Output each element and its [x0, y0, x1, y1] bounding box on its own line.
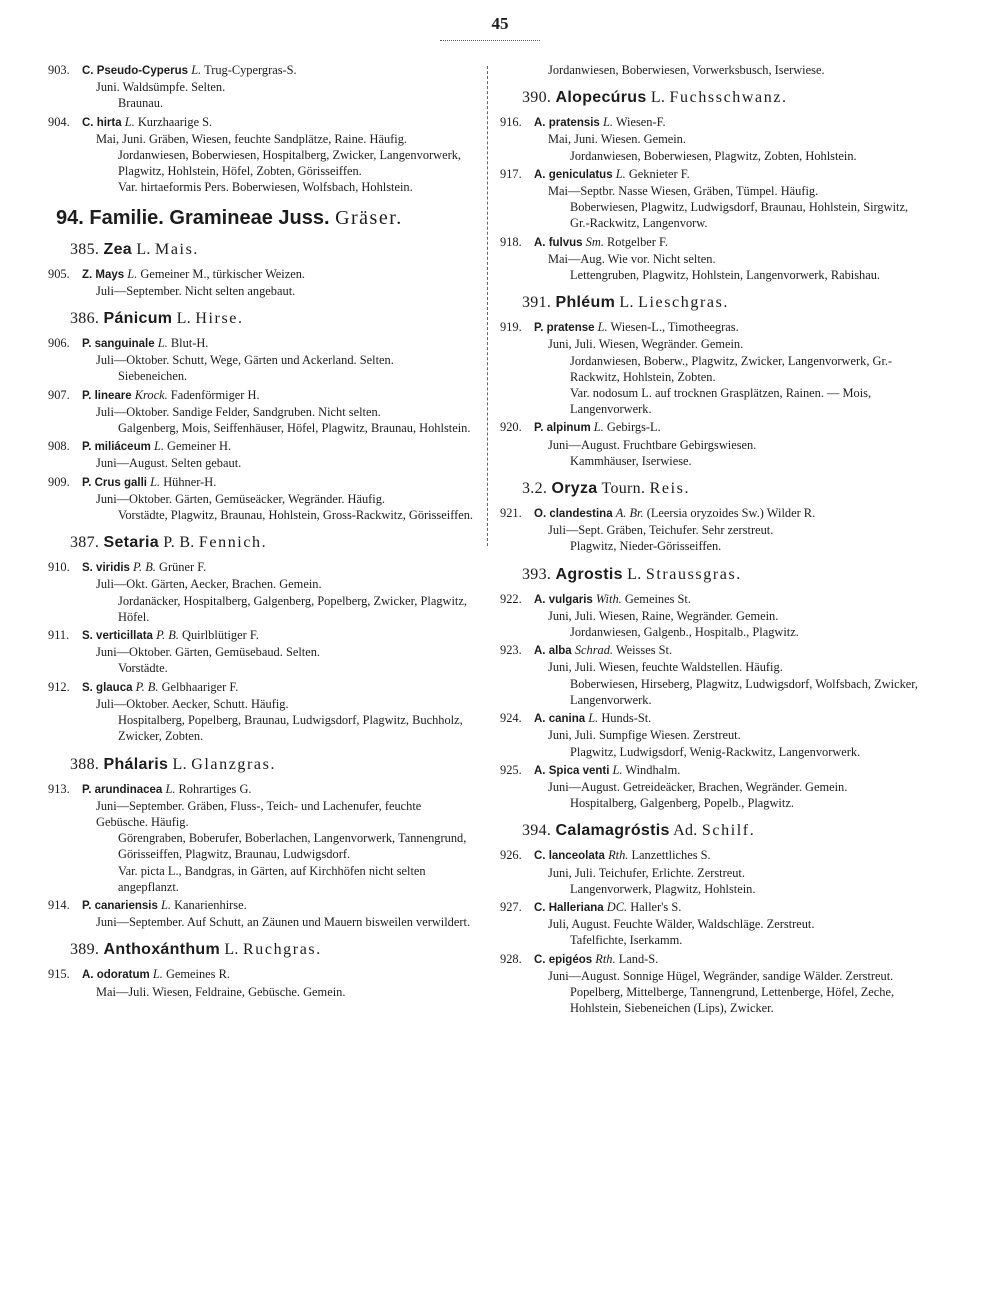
species-author: L. — [165, 781, 176, 796]
family-name: Gramineae Juss. — [169, 206, 330, 229]
genus-heading — [522, 479, 930, 499]
entry-text-line: Hospitalberg, Popelberg, Braunau, Ludwigsdorf, Plagwitz, Buchholz, Zwicker, Zobten. — [118, 713, 463, 744]
species-header-line — [48, 114, 476, 131]
species-entry — [48, 781, 476, 895]
species-common-name: Gemeines R. — [165, 967, 230, 982]
genus-german-name: Straussgras. — [645, 565, 742, 583]
genus-author: L. — [176, 310, 191, 328]
species-header-line — [48, 438, 476, 455]
species-name: O. clandestina — [534, 508, 613, 521]
species-number: 915. — [48, 967, 70, 982]
entry-text-line: Jordanwiesen, Galgenb., Hospitalb., Plagwitz. — [570, 625, 799, 640]
genus-author: L. — [172, 755, 187, 773]
species-common-name: Gelbhaariger F. — [161, 679, 239, 694]
genus-name: Anthoxánthum — [103, 941, 220, 959]
species-header-line — [48, 679, 476, 696]
species-common-name: Geknieter F. — [628, 166, 690, 181]
species-author: With. — [595, 591, 622, 606]
genus-author: L. — [136, 240, 151, 258]
species-number: 925. — [500, 762, 522, 777]
species-number: 922. — [500, 591, 522, 606]
species-name: P. lineare — [82, 389, 132, 402]
genus-german-name: Schilf. — [701, 822, 756, 840]
species-entry — [500, 710, 930, 760]
species-entry — [500, 951, 930, 1017]
entry-text-line: Juni—September. Gräben, Fluss-, Teich- und Lachenufer, feuchte Gebüsche. Häufig. — [96, 798, 422, 829]
species-entry — [48, 966, 476, 999]
species-number: 912. — [48, 679, 70, 694]
entry-text-line: Braunau. — [118, 96, 164, 111]
species-number: 923. — [500, 643, 522, 658]
species-entry — [500, 234, 930, 284]
genus-number: 390. — [522, 89, 552, 107]
species-author: L. — [593, 420, 604, 435]
entry-text-line: Juli—Oktober. Schutt, Wege, Gärten und Ackerland. Selten. — [96, 353, 394, 368]
genus-author: Tourn. — [601, 480, 646, 498]
species-number: 914. — [48, 897, 70, 912]
entry-text-line: Juni, Juli. Teichufer, Erlichte. Zerstreut. — [548, 865, 745, 880]
species-entry — [500, 419, 930, 469]
species-author: L. — [602, 115, 613, 130]
species-header-line — [500, 899, 930, 916]
species-header-line — [48, 474, 476, 491]
species-author: Schrad. — [574, 643, 614, 658]
genus-name: Calamagróstis — [555, 822, 670, 840]
species-author: L. — [615, 166, 626, 181]
species-header-line — [48, 966, 476, 983]
species-common-name: Gemeiner H. — [167, 439, 232, 454]
species-common-name: Blut-H. — [170, 336, 209, 351]
species-common-name: Kurzhaarige S. — [137, 114, 213, 129]
genus-german-name: Lieschgras. — [638, 294, 730, 312]
species-entry — [48, 679, 476, 745]
species-author: L. — [597, 320, 608, 335]
species-common-name: Gemeines St. — [624, 591, 691, 606]
species-entry — [48, 114, 476, 196]
genus-number: 3.2. — [522, 480, 548, 498]
entry-text-line: Var. picta L., Bandgras, in Gärten, auf Kirchhöfen nicht selten angepflanzt. — [118, 863, 426, 894]
species-entry — [48, 897, 476, 930]
species-number: 926. — [500, 848, 522, 863]
right-column — [500, 62, 930, 1018]
species-header-line — [500, 642, 930, 659]
entry-text-line: Mai, Juni. Wiesen. Gemein. — [548, 132, 686, 147]
genus-author: L. — [650, 89, 666, 107]
species-author: P. B. — [156, 628, 179, 643]
species-number: 913. — [48, 781, 70, 796]
entry-text-line: Jordanäcker, Hospitalberg, Galgenberg, Popelberg, Zwicker, Plagwitz, Höfel. — [118, 593, 467, 624]
species-name: P. arundinacea — [82, 783, 163, 796]
continued-entry — [500, 62, 930, 78]
species-name: A. canina — [534, 713, 586, 726]
species-name: C. Halleriana — [534, 901, 604, 914]
species-header-line — [500, 166, 930, 183]
species-entry — [500, 166, 930, 232]
species-name: A. odoratum — [82, 969, 150, 982]
genus-heading — [70, 940, 476, 960]
entry-text-line: Juli, August. Feuchte Wälder, Waldschläge. Zerstreut. — [548, 917, 815, 932]
genus-name: Setaria — [103, 534, 159, 552]
entry-text-line: Juni—August. Fruchtbare Gebirgswiesen. — [548, 437, 757, 452]
entry-text-line: Juli—September. Nicht selten angebaut. — [96, 283, 296, 298]
genus-heading — [522, 88, 930, 108]
genus-number: 389. — [70, 941, 100, 959]
species-number: 928. — [500, 951, 522, 966]
entry-text-line: Kammhäuser, Iserwiese. — [570, 453, 692, 468]
species-entry — [48, 387, 476, 437]
entry-text-line: Langenvorwerk, Plagwitz, Hohlstein. — [570, 881, 756, 896]
entry-text-line: Popelberg, Mittelberge, Tannengrund, Lettenberge, Höfel, Zeche, Hohlstein, Siebeneichen (Lips), Zwicker. — [570, 984, 895, 1016]
species-header-line — [500, 710, 930, 727]
species-entry — [48, 335, 476, 385]
genus-name: Agrostis — [555, 565, 623, 583]
species-name: A. Spica venti — [534, 764, 610, 777]
entry-text-line: Mai—Juli. Wiesen, Feldraine, Gebüsche. Gemein. — [96, 984, 346, 999]
entry-text-line: Vorstädte, Plagwitz, Braunau, Hohlstein, Gross-Rackwitz, Görisseiffen. — [118, 508, 474, 523]
species-number: 907. — [48, 387, 70, 402]
genus-author: Ad. — [673, 822, 698, 840]
species-common-name: Hühner-H. — [163, 474, 217, 489]
genus-number: 385. — [70, 240, 100, 258]
entry-text-line: Juni—Oktober. Gärten, Gemüsebaud. Selten. — [96, 645, 321, 660]
species-header-line — [500, 951, 930, 968]
entry-text-line: Juni, Juli. Wiesen, feuchte Waldstellen. Häufig. — [548, 660, 783, 675]
species-name: P. canariensis — [82, 899, 158, 912]
column-divider — [487, 66, 488, 546]
species-number: 916. — [500, 115, 522, 130]
species-name: C. Pseudo-Cyperus — [82, 65, 189, 77]
genus-german-name: Mais. — [155, 240, 199, 258]
entry-text-line: Mai—Aug. Wie vor. Nicht selten. — [548, 251, 716, 266]
species-common-name: Trug-Cypergras-S. — [204, 63, 297, 77]
species-entry — [48, 266, 476, 299]
species-name: Z. Mays — [82, 268, 125, 281]
species-entry — [500, 319, 930, 417]
genus-name: Phálaris — [103, 755, 169, 773]
genus-heading — [522, 293, 930, 313]
genus-number: 393. — [522, 565, 552, 583]
species-common-name: Lanzettliches S. — [631, 848, 711, 863]
species-number: 921. — [500, 506, 522, 521]
species-author: L. — [150, 474, 161, 489]
genus-author: P. B. — [163, 534, 195, 552]
species-author: P. B. — [135, 679, 159, 694]
species-header-line — [48, 266, 476, 283]
species-common-name: Weisses St. — [615, 643, 673, 658]
species-header-line — [48, 627, 476, 644]
species-number: 909. — [48, 474, 70, 489]
species-name: C. hirta — [82, 116, 122, 129]
entry-text-line: Boberwiesen, Hirseberg, Plagwitz, Ludwigsdorf, Wolfsbach, Zwicker, Langenvorwerk. — [570, 676, 919, 707]
species-author: L. — [124, 114, 135, 129]
species-common-name: Gebirgs-L. — [606, 420, 661, 435]
genus-number: 386. — [70, 310, 100, 328]
species-number: 924. — [500, 711, 522, 726]
entry-text-line: Hospitalberg, Galgenberg, Popelb., Plagwitz. — [570, 796, 794, 811]
family-number: 94. — [56, 206, 84, 229]
entry-text-line: Juni. Waldsümpfe. Selten. — [96, 80, 226, 95]
entry-text-line: Jordanwiesen, Boberw., Plagwitz, Zwicker, Langenvorwerk, Gr.-Rackwitz, Hohlstein, Zobten. — [570, 353, 893, 384]
species-common-name: Fadenförmiger H. — [170, 387, 260, 402]
genus-heading — [70, 533, 476, 553]
entry-text-line: Juni—August. Getreideäcker, Brachen, Wegränder. Gemein. — [548, 779, 848, 794]
genus-name: Phléum — [555, 294, 616, 312]
family-heading — [56, 206, 476, 230]
species-author: Rth. — [608, 848, 629, 863]
species-name: S. glauca — [82, 681, 133, 694]
genus-heading — [70, 755, 476, 775]
species-header-line — [500, 114, 930, 131]
entry-text-line: Vorstädte. — [118, 661, 168, 676]
species-entry — [48, 559, 476, 625]
entry-text-line: Juni—September. Auf Schutt, an Zäunen und Mauern bisweilen verwildert. — [96, 915, 471, 930]
species-author: Krock. — [134, 387, 168, 402]
species-entry — [48, 627, 476, 677]
page-number: 45 — [491, 14, 509, 33]
species-entry — [48, 62, 476, 112]
species-number: 927. — [500, 899, 522, 914]
species-entry — [500, 114, 930, 164]
species-common-name: Windhalm. — [625, 762, 681, 777]
entry-text-line: Siebeneichen. — [118, 369, 188, 384]
species-entry — [500, 642, 930, 708]
entry-text-line: Lettengruben, Plagwitz, Hohlstein, Langenvorwerk, Rabishau. — [570, 268, 881, 283]
entry-text-line: Jordanwiesen, Boberwiesen, Vorwerksbusch, Iserwiese. — [548, 63, 825, 77]
species-common-name: Grüner F. — [159, 560, 207, 575]
species-name: A. fulvus — [534, 236, 583, 249]
species-author: A. Br. — [615, 506, 644, 521]
species-number: 920. — [500, 420, 522, 435]
entry-text-line: Galgenberg, Mois, Seiffenhäuser, Höfel, Plagwitz, Braunau, Hohlstein. — [118, 421, 471, 436]
header-rule — [440, 40, 540, 41]
left-column — [48, 62, 476, 1002]
species-name: S. viridis — [82, 562, 130, 575]
genus-author: L. — [224, 941, 239, 959]
species-name: C. epigéos — [534, 953, 593, 966]
species-header-line — [48, 897, 476, 914]
species-common-name: Wiesen-L., Timotheegras. — [610, 320, 739, 335]
family-label: Familie. — [89, 206, 164, 229]
species-header-line — [48, 387, 476, 404]
species-entry — [500, 591, 930, 641]
genus-number: 391. — [522, 294, 552, 312]
species-author: L. — [157, 336, 168, 351]
species-header-line — [48, 781, 476, 798]
species-author: L. — [612, 762, 623, 777]
species-common-name: Land-S. — [618, 951, 659, 966]
entry-text-line: Juni—Oktober. Gärten, Gemüseäcker, Wegränder. Häufig. — [96, 491, 386, 506]
species-name: P. pratense — [534, 322, 595, 335]
species-name: P. miliáceum — [82, 441, 151, 454]
species-author: L. — [191, 63, 202, 77]
genus-heading — [70, 309, 476, 329]
species-number: 919. — [500, 320, 522, 335]
entry-text-line: Juni—August. Selten gebaut. — [96, 456, 242, 471]
species-header-line — [500, 591, 930, 608]
entry-text-line: Juli—Oktober. Aecker, Schutt. Häufig. — [96, 696, 289, 711]
species-number: 906. — [48, 336, 70, 351]
species-header-line — [500, 847, 930, 864]
genus-german-name: Fennich. — [198, 534, 268, 552]
species-number: 904. — [48, 114, 70, 129]
species-header-line — [500, 505, 930, 522]
species-common-name: Hunds-St. — [601, 711, 652, 726]
genus-german-name: Ruchgras. — [243, 941, 322, 959]
species-number: 918. — [500, 234, 522, 249]
family-german-name: Gräser. — [335, 206, 403, 229]
species-header-line — [48, 559, 476, 576]
species-common-name: Gemeiner M., türkischer Weizen. — [140, 266, 306, 281]
entry-text-line: Juli—Sept. Gräben, Teichufer. Sehr zerstreut. — [548, 523, 774, 538]
entry-text-line: Juni—August. Sonnige Hügel, Wegränder, sandige Wälder. Zerstreut. — [548, 968, 894, 983]
species-author: L. — [588, 711, 599, 726]
species-author: L. — [127, 266, 138, 281]
species-author: P. B. — [133, 560, 156, 575]
genus-german-name: Fuchsschwanz. — [669, 89, 788, 107]
species-entry — [48, 438, 476, 471]
entry-text-line: Plagwitz, Nieder-Görisseiffen. — [570, 539, 722, 554]
genus-number: 387. — [70, 534, 100, 552]
genus-heading — [70, 240, 476, 260]
entry-text-line: Jordanwiesen, Boberwiesen, Plagwitz, Zobten, Hohlstein. — [570, 148, 857, 163]
genus-german-name: Glanzgras. — [191, 755, 277, 773]
species-common-name: Quirlblütiger F. — [182, 628, 259, 643]
species-name: S. verticillata — [82, 630, 153, 643]
species-header-line — [500, 419, 930, 436]
species-common-name: Rotgelber F. — [607, 234, 668, 249]
entry-text-line: Var. nodosum L. auf trocknen Grasplätzen, Rainen. — Mois, Langenvorwerk. — [570, 386, 872, 417]
species-name: A. alba — [534, 645, 572, 658]
species-name: P. sanguinale — [82, 338, 155, 351]
species-name: A. vulgaris — [534, 593, 593, 606]
species-name: C. lanceolata — [534, 850, 605, 863]
species-author: L. — [153, 439, 164, 454]
species-number: 903. — [48, 63, 70, 77]
genus-heading — [522, 821, 930, 841]
entry-text-line: Mai—Septbr. Nasse Wiesen, Gräben, Tümpel. Häufig. — [548, 184, 819, 199]
genus-name: Pánicum — [103, 310, 173, 328]
genus-author: L. — [627, 565, 642, 583]
entry-text-line: Juli—Okt. Gärten, Aecker, Brachen. Gemein. — [96, 577, 322, 592]
species-name: P. Crus galli — [82, 476, 147, 489]
entry-text-line: Görengraben, Boberufer, Boberlachen, Langenvorwerk, Tannengrund, Görisseiffen, Plagwitz, Braunau, Ludwigsdorf. — [118, 831, 467, 862]
genus-name: Alopecúrus — [555, 89, 647, 107]
species-author: Rth. — [595, 951, 616, 966]
genus-heading — [522, 565, 930, 585]
species-entry — [500, 762, 930, 812]
genus-number: 388. — [70, 755, 100, 773]
species-header-line — [500, 234, 930, 251]
genus-author: L. — [619, 294, 634, 312]
entry-text-line: Juni, Juli. Wiesen, Wegränder. Gemein. — [548, 337, 744, 352]
genus-german-name: Hirse. — [195, 310, 244, 328]
genus-name: Oryza — [551, 480, 598, 498]
species-name: A. pratensis — [534, 117, 600, 130]
species-common-name: Haller's S. — [630, 899, 682, 914]
species-number: 910. — [48, 560, 70, 575]
species-number: 917. — [500, 166, 522, 181]
entry-text-line: Plagwitz, Ludwigsdorf, Wenig-Rackwitz, Langenvorwerk. — [570, 744, 861, 759]
entry-text-line: Juli—Oktober. Sandige Felder, Sandgruben. Nicht selten. — [96, 404, 381, 419]
species-number: 911. — [48, 628, 70, 643]
species-header-line — [48, 62, 476, 79]
entry-text-line: Juni, Juli. Wiesen, Raine, Wegränder. Gemein. — [548, 608, 779, 623]
entry-text-line: Tafelfichte, Iserkamm. — [570, 933, 683, 948]
species-entry — [48, 474, 476, 524]
genus-number: 394. — [522, 822, 552, 840]
species-number: 905. — [48, 266, 70, 281]
species-common-name: Wiesen-F. — [615, 115, 666, 130]
species-author: L. — [160, 897, 171, 912]
species-entry — [500, 899, 930, 949]
species-entry — [500, 505, 930, 555]
species-common-name: Kanarienhirse. — [174, 897, 247, 912]
species-entry — [500, 847, 930, 897]
species-name: A. geniculatus — [534, 168, 613, 181]
species-author: L. — [152, 967, 163, 982]
species-header-line — [500, 762, 930, 779]
entry-text-line: Jordanwiesen, Boberwiesen, Hospitalberg, Zwicker, Langenvorwerk, Plagwitz, Hohlstein, Höfel, Zobten, Görisseiffen. — [118, 148, 462, 179]
species-header-line — [500, 319, 930, 336]
species-author: Sm. — [585, 234, 604, 249]
species-author: DC. — [606, 899, 628, 914]
species-common-name: (Leersia oryzoides Sw.) Wilder R. — [646, 506, 816, 521]
species-common-name: Rohrartiges G. — [178, 781, 252, 796]
species-number: 908. — [48, 439, 70, 454]
species-header-line — [48, 335, 476, 352]
genus-german-name: Reis. — [649, 480, 691, 498]
species-name: P. alpinum — [534, 422, 591, 435]
entry-text-line: Var. hirtaeformis Pers. Boberwiesen, Wolfsbach, Hohlstein. — [118, 180, 413, 195]
entry-text-line: Juni, Juli. Sumpfige Wiesen. Zerstreut. — [548, 728, 741, 743]
entry-text-line: Boberwiesen, Plagwitz, Ludwigsdorf, Braunau, Hohlstein, Sirgwitz, Gr.-Rackwitz, Langenvorw. — [570, 200, 909, 231]
entry-text-line: Mai, Juni. Gräben, Wiesen, feuchte Sandplätze, Raine. Häufig. — [96, 131, 408, 146]
genus-name: Zea — [103, 240, 132, 258]
